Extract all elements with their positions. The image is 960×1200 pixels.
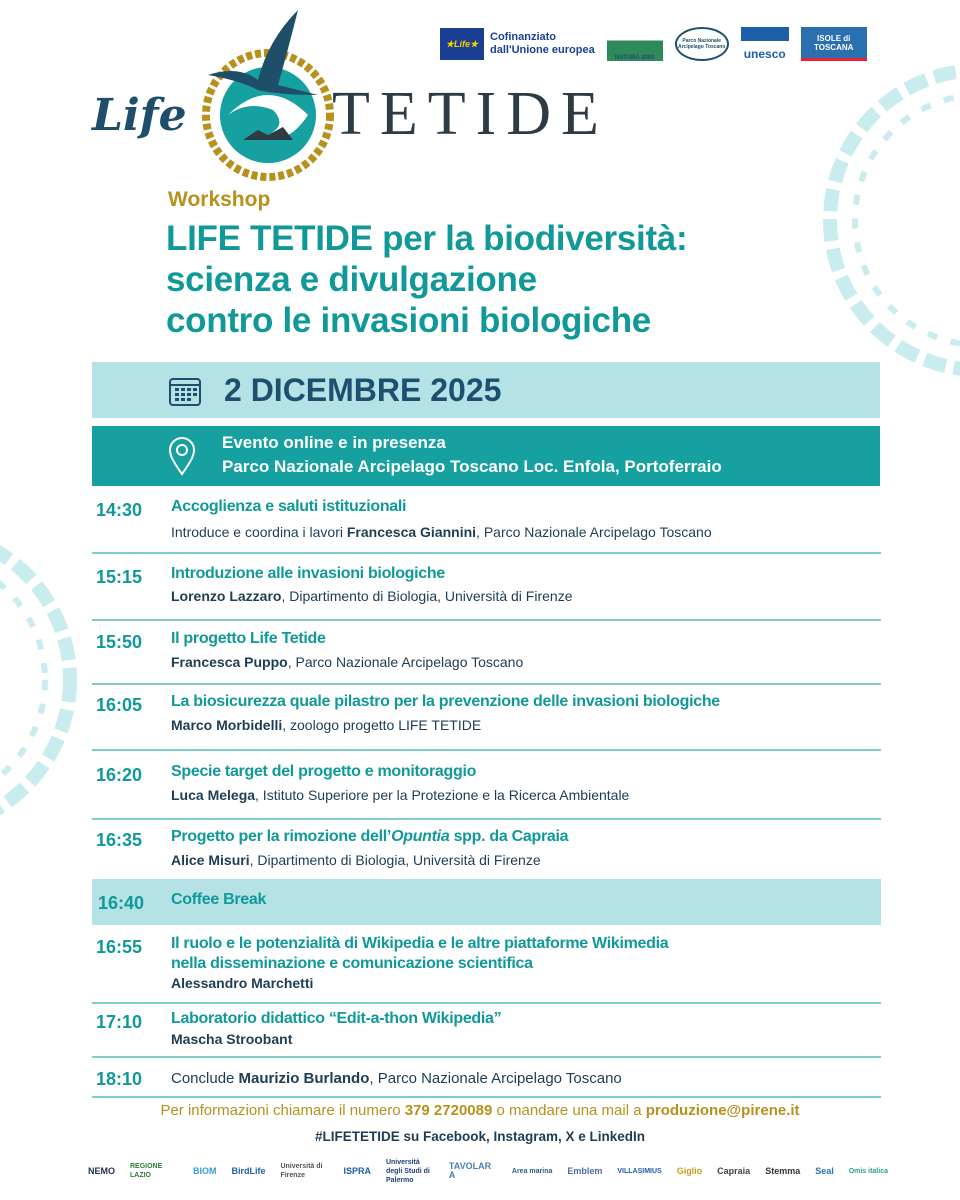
parco-logo: Parco Nazionale Arcipelago Toscano bbox=[675, 27, 729, 61]
agenda-divider bbox=[92, 552, 881, 554]
contact-info: Per informazioni chiamare il numero 379 2720089 o mandare una mail a produzione@pirene.it bbox=[160, 1102, 800, 1119]
sponsor-logo: REGIONE LAZIO bbox=[129, 1163, 163, 1179]
date-band bbox=[92, 362, 880, 418]
partner-logos bbox=[440, 26, 890, 62]
sponsor-logos bbox=[88, 1157, 888, 1185]
sponsor-logo: Capraia bbox=[717, 1165, 751, 1176]
agenda-time: 18:10 bbox=[96, 1069, 143, 1089]
agenda-time: 14:30 bbox=[96, 500, 143, 520]
sponsor-logo: Università degli Studi di Palermo bbox=[385, 1158, 430, 1184]
agenda-divider bbox=[92, 1056, 881, 1058]
agenda-speaker: Conclude Maurizio Burlando, Parco Nazionale Arcipelago Toscano bbox=[171, 1070, 622, 1087]
sponsor-logo: Giglio bbox=[676, 1165, 703, 1176]
agenda-time: 15:50 bbox=[96, 632, 143, 652]
unesco-logo: unesco bbox=[741, 27, 789, 61]
sponsor-logo: Università di Firenze bbox=[280, 1163, 323, 1179]
greek-key-ring-decoration bbox=[0, 510, 80, 850]
location-pin-icon bbox=[168, 436, 196, 476]
agenda-speaker: Lorenzo Lazzaro, Dipartimento di Biologia, Università di Firenze bbox=[171, 588, 573, 604]
sponsor-logo: BIOM bbox=[192, 1165, 217, 1176]
sponsor-logo: Seal bbox=[815, 1165, 834, 1176]
venue-mode: Evento online e in presenza bbox=[222, 433, 446, 452]
isole-toscana-logo: ISOLE di TOSCANA bbox=[801, 27, 867, 61]
agenda-title: Progetto per la rimozione dell’Opuntia spp. da Capraia bbox=[171, 828, 569, 845]
tetide-emblem-icon bbox=[188, 5, 348, 185]
agenda-speaker: Alice Misuri, Dipartimento di Biologia, Università di Firenze bbox=[171, 852, 541, 868]
sponsor-logo: ISPRA bbox=[343, 1165, 371, 1176]
sponsor-logo: BirdLife bbox=[231, 1165, 266, 1176]
social-hashtag: #LIFETETIDE su Facebook, Instagram, X e LinkedIn bbox=[314, 1129, 646, 1144]
agenda-divider bbox=[92, 683, 881, 685]
event-date: 2 DICEMBRE 2025 bbox=[224, 372, 502, 408]
sponsor-logo: NEMO bbox=[88, 1165, 115, 1176]
contact-email: produzione@pirene.it bbox=[645, 1102, 800, 1119]
agenda-title: Coffee Break bbox=[171, 891, 267, 908]
logo-life-text: Life bbox=[92, 90, 187, 141]
agenda-divider bbox=[92, 1002, 881, 1004]
logo-tetide-text: TETIDE bbox=[332, 80, 609, 148]
agenda-speaker: Francesca Puppo, Parco Nazionale Arcipelago Toscano bbox=[171, 654, 524, 670]
event-title: LIFE TETIDE per la biodiversità: scienza e divulgazione contro le invasioni biologiche bbox=[166, 219, 688, 340]
agenda-time: 16:55 bbox=[96, 937, 143, 957]
agenda-time: 16:05 bbox=[96, 695, 143, 715]
eu-flag-icon: ★Life★ bbox=[440, 28, 484, 60]
venue-address: Parco Nazionale Arcipelago Toscano Loc. Enfola, Portoferraio bbox=[222, 457, 722, 476]
sponsor-logo: Area marina bbox=[511, 1167, 553, 1175]
eu-logo: ★Life★ Cofinanziato dall'Unione europea bbox=[440, 27, 595, 61]
agenda-time: 16:40 bbox=[98, 893, 145, 913]
agenda-speaker: Introduce e coordina i lavori Francesca Giannini, Parco Nazionale Arcipelago Toscano bbox=[171, 524, 712, 540]
agenda-title: Il ruolo e le potenzialità di Wikipedia e le altre piattaforme Wikimedia bbox=[171, 935, 669, 952]
sponsor-logo: VILLASIMIUS bbox=[617, 1167, 662, 1175]
event-kicker: Workshop bbox=[168, 188, 271, 211]
agenda-time: 16:20 bbox=[96, 765, 143, 785]
sponsor-logo: Omis italica bbox=[848, 1167, 888, 1175]
agenda-title: Il progetto Life Tetide bbox=[171, 630, 326, 647]
natura-2000-logo: NATURA 2000 bbox=[607, 27, 663, 61]
agenda-title: nella disseminazione e comunicazione scientifica bbox=[171, 955, 533, 972]
agenda-divider bbox=[92, 818, 881, 820]
calendar-icon bbox=[168, 374, 202, 408]
agenda-title: Introduzione alle invasioni biologiche bbox=[171, 565, 445, 582]
sponsor-logo: TAVOLARA bbox=[448, 1161, 492, 1180]
agenda-divider bbox=[92, 619, 881, 621]
agenda-title: Laboratorio didattico “Edit-a-thon Wikipedia” bbox=[171, 1010, 502, 1027]
agenda-title: Accoglienza e saluti istituzionali bbox=[171, 498, 407, 515]
agenda-time: 17:10 bbox=[96, 1012, 143, 1032]
agenda-divider bbox=[92, 749, 881, 751]
agenda-title: Specie target del progetto e monitoraggio bbox=[171, 763, 477, 780]
agenda-divider bbox=[92, 1096, 881, 1098]
contact-phone: 379 2720089 bbox=[404, 1102, 493, 1119]
agenda-speaker: Marco Morbidelli, zoologo progetto LIFE TETIDE bbox=[171, 717, 482, 733]
agenda-speaker: Luca Melega, Istituto Superiore per la Protezione e la Ricerca Ambientale bbox=[171, 787, 630, 803]
sponsor-logo: Stemma bbox=[765, 1165, 801, 1176]
agenda-time: 16:35 bbox=[96, 830, 143, 850]
agenda-speaker: Alessandro Marchetti bbox=[171, 975, 314, 991]
venue-band bbox=[92, 426, 880, 486]
sponsor-logo: Emblem bbox=[567, 1165, 603, 1176]
agenda-time: 15:15 bbox=[96, 567, 143, 587]
agenda-title: La biosicurezza quale pilastro per la prevenzione delle invasioni biologiche bbox=[171, 693, 720, 710]
agenda-speaker: Mascha Stroobant bbox=[171, 1031, 293, 1047]
